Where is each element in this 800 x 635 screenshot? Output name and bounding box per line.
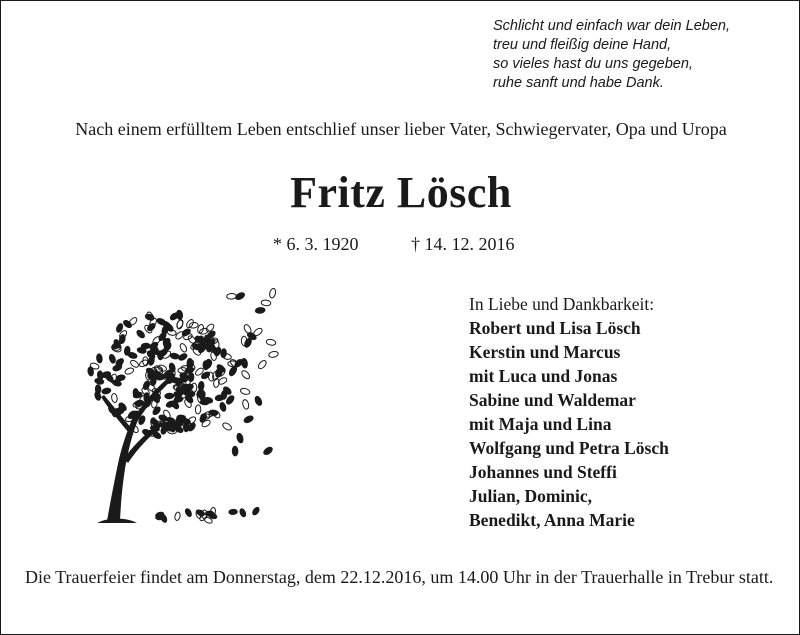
funeral-announcement: Die Trauerfeier findet am Donnerstag, dem 22.12.2016, um 14.00 Uhr in der Trauerhalle in Trebur statt. — [25, 567, 774, 587]
poem-line: ruhe sanft und habe Dank. — [493, 75, 664, 91]
poem-line: so vieles hast du uns gegeben, — [493, 56, 693, 72]
mourners-heading: In Liebe und Dankbarkeit: — [469, 294, 655, 314]
mourners-list — [469, 292, 669, 532]
windblown-tree-icon — [67, 283, 287, 533]
mourner-entry: Benedikt, Anna Marie — [469, 510, 635, 530]
deceased-name: Fritz Lösch — [290, 168, 512, 217]
mourner-entry: Robert und Lisa Lösch — [469, 318, 641, 338]
intro-text: Nach einem erfülltem Leben entschlief unser lieber Vater, Schwiegervater, Opa und Uropa — [75, 119, 727, 139]
mourner-entry: mit Maja und Lina — [469, 414, 612, 434]
birth-date: * 6. 3. 1920 — [273, 234, 359, 254]
mourner-entry: Johannes und Steffi — [469, 462, 617, 482]
poem-line: Schlicht und einfach war dein Leben, — [493, 18, 730, 34]
mourner-entry: Sabine und Waldemar — [469, 390, 636, 410]
mourner-entry: Wolfgang und Petra Lösch — [469, 438, 669, 458]
mourner-entry: mit Luca und Jonas — [469, 366, 618, 386]
mourner-entry: Julian, Dominic, — [469, 486, 593, 506]
poem-line: treu und fleißig deine Hand, — [493, 37, 672, 53]
death-date: † 14. 12. 2016 — [411, 234, 515, 254]
mourner-entry: Kerstin und Marcus — [469, 342, 621, 362]
poem — [493, 17, 793, 93]
